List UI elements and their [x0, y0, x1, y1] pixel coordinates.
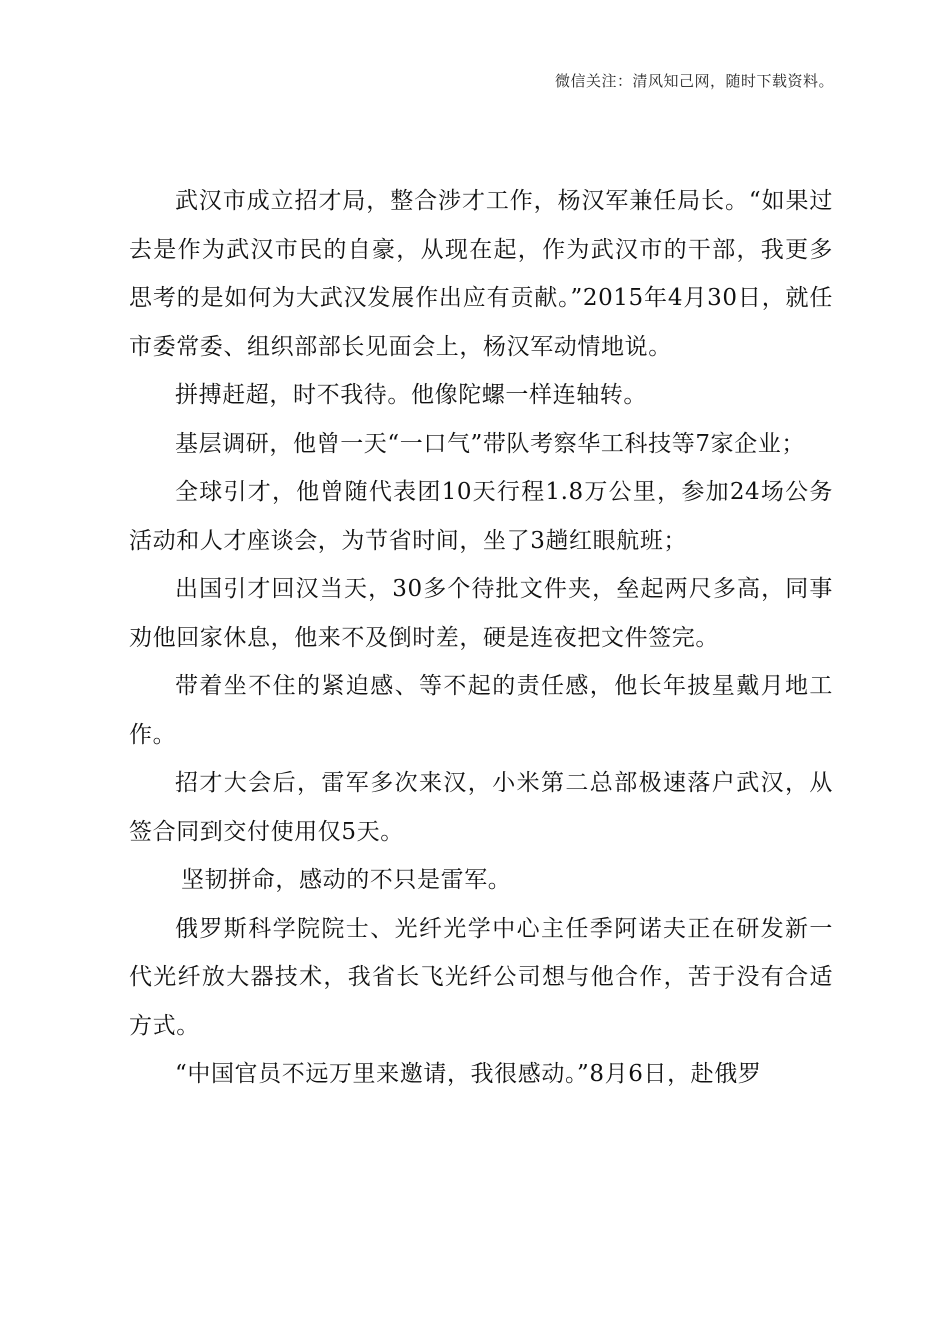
header-note: 微信关注：清风知己网，随时下载资料。: [554, 72, 834, 90]
paragraph: 坚韧拼命，感动的不只是雷军。: [181, 867, 512, 893]
paragraph: 带着坐不住的紧迫感、等不起的责任感，他长年披星戴月地工作。: [129, 673, 833, 748]
paragraph: 拼搏赶超，时不我待。他像陀螺一样连轴转。: [175, 382, 647, 408]
paragraph: 招才大会后，雷军多次来汉，小米第二总部极速落户武汉，从签合同到交付使用仅5天。: [129, 770, 833, 845]
paragraph: “中国官员不远万里来邀请，我很感动。”8月6日，赴俄罗: [175, 1061, 762, 1087]
paragraph: 武汉市成立招才局，整合涉才工作，杨汉军兼任局长。“如果过去是作为武汉市民的自豪，从现在起，作为武汉市的干部，我更多思考的是如何为大武汉发展作出应有贡献。”2015年4月30日，就任市委常委、组织部部长见面会上，杨汉军动情地说。: [129, 188, 833, 360]
paragraph: 全球引才，他曾随代表团10天行程1.8万公里，参加24场公务活动和人才座谈会，为节省时间，坐了3趟红眼航班；: [129, 479, 833, 554]
paragraph: 出国引才回汉当天，30多个待批文件夹，垒起两尺多高，同事劝他回家休息，他来不及倒时差，硬是连夜把文件签完。: [129, 576, 833, 651]
paragraph: 俄罗斯科学院院士、光纤光学中心主任季阿诺夫正在研发新一代光纤放大器技术，我省长飞光纤公司想与他合作，苦于没有合适方式。: [129, 915, 833, 1039]
paragraph: 基层调研，他曾一天“一口气”带队考察华工科技等7家企业；: [175, 430, 805, 457]
article-body: [129, 177, 833, 1099]
